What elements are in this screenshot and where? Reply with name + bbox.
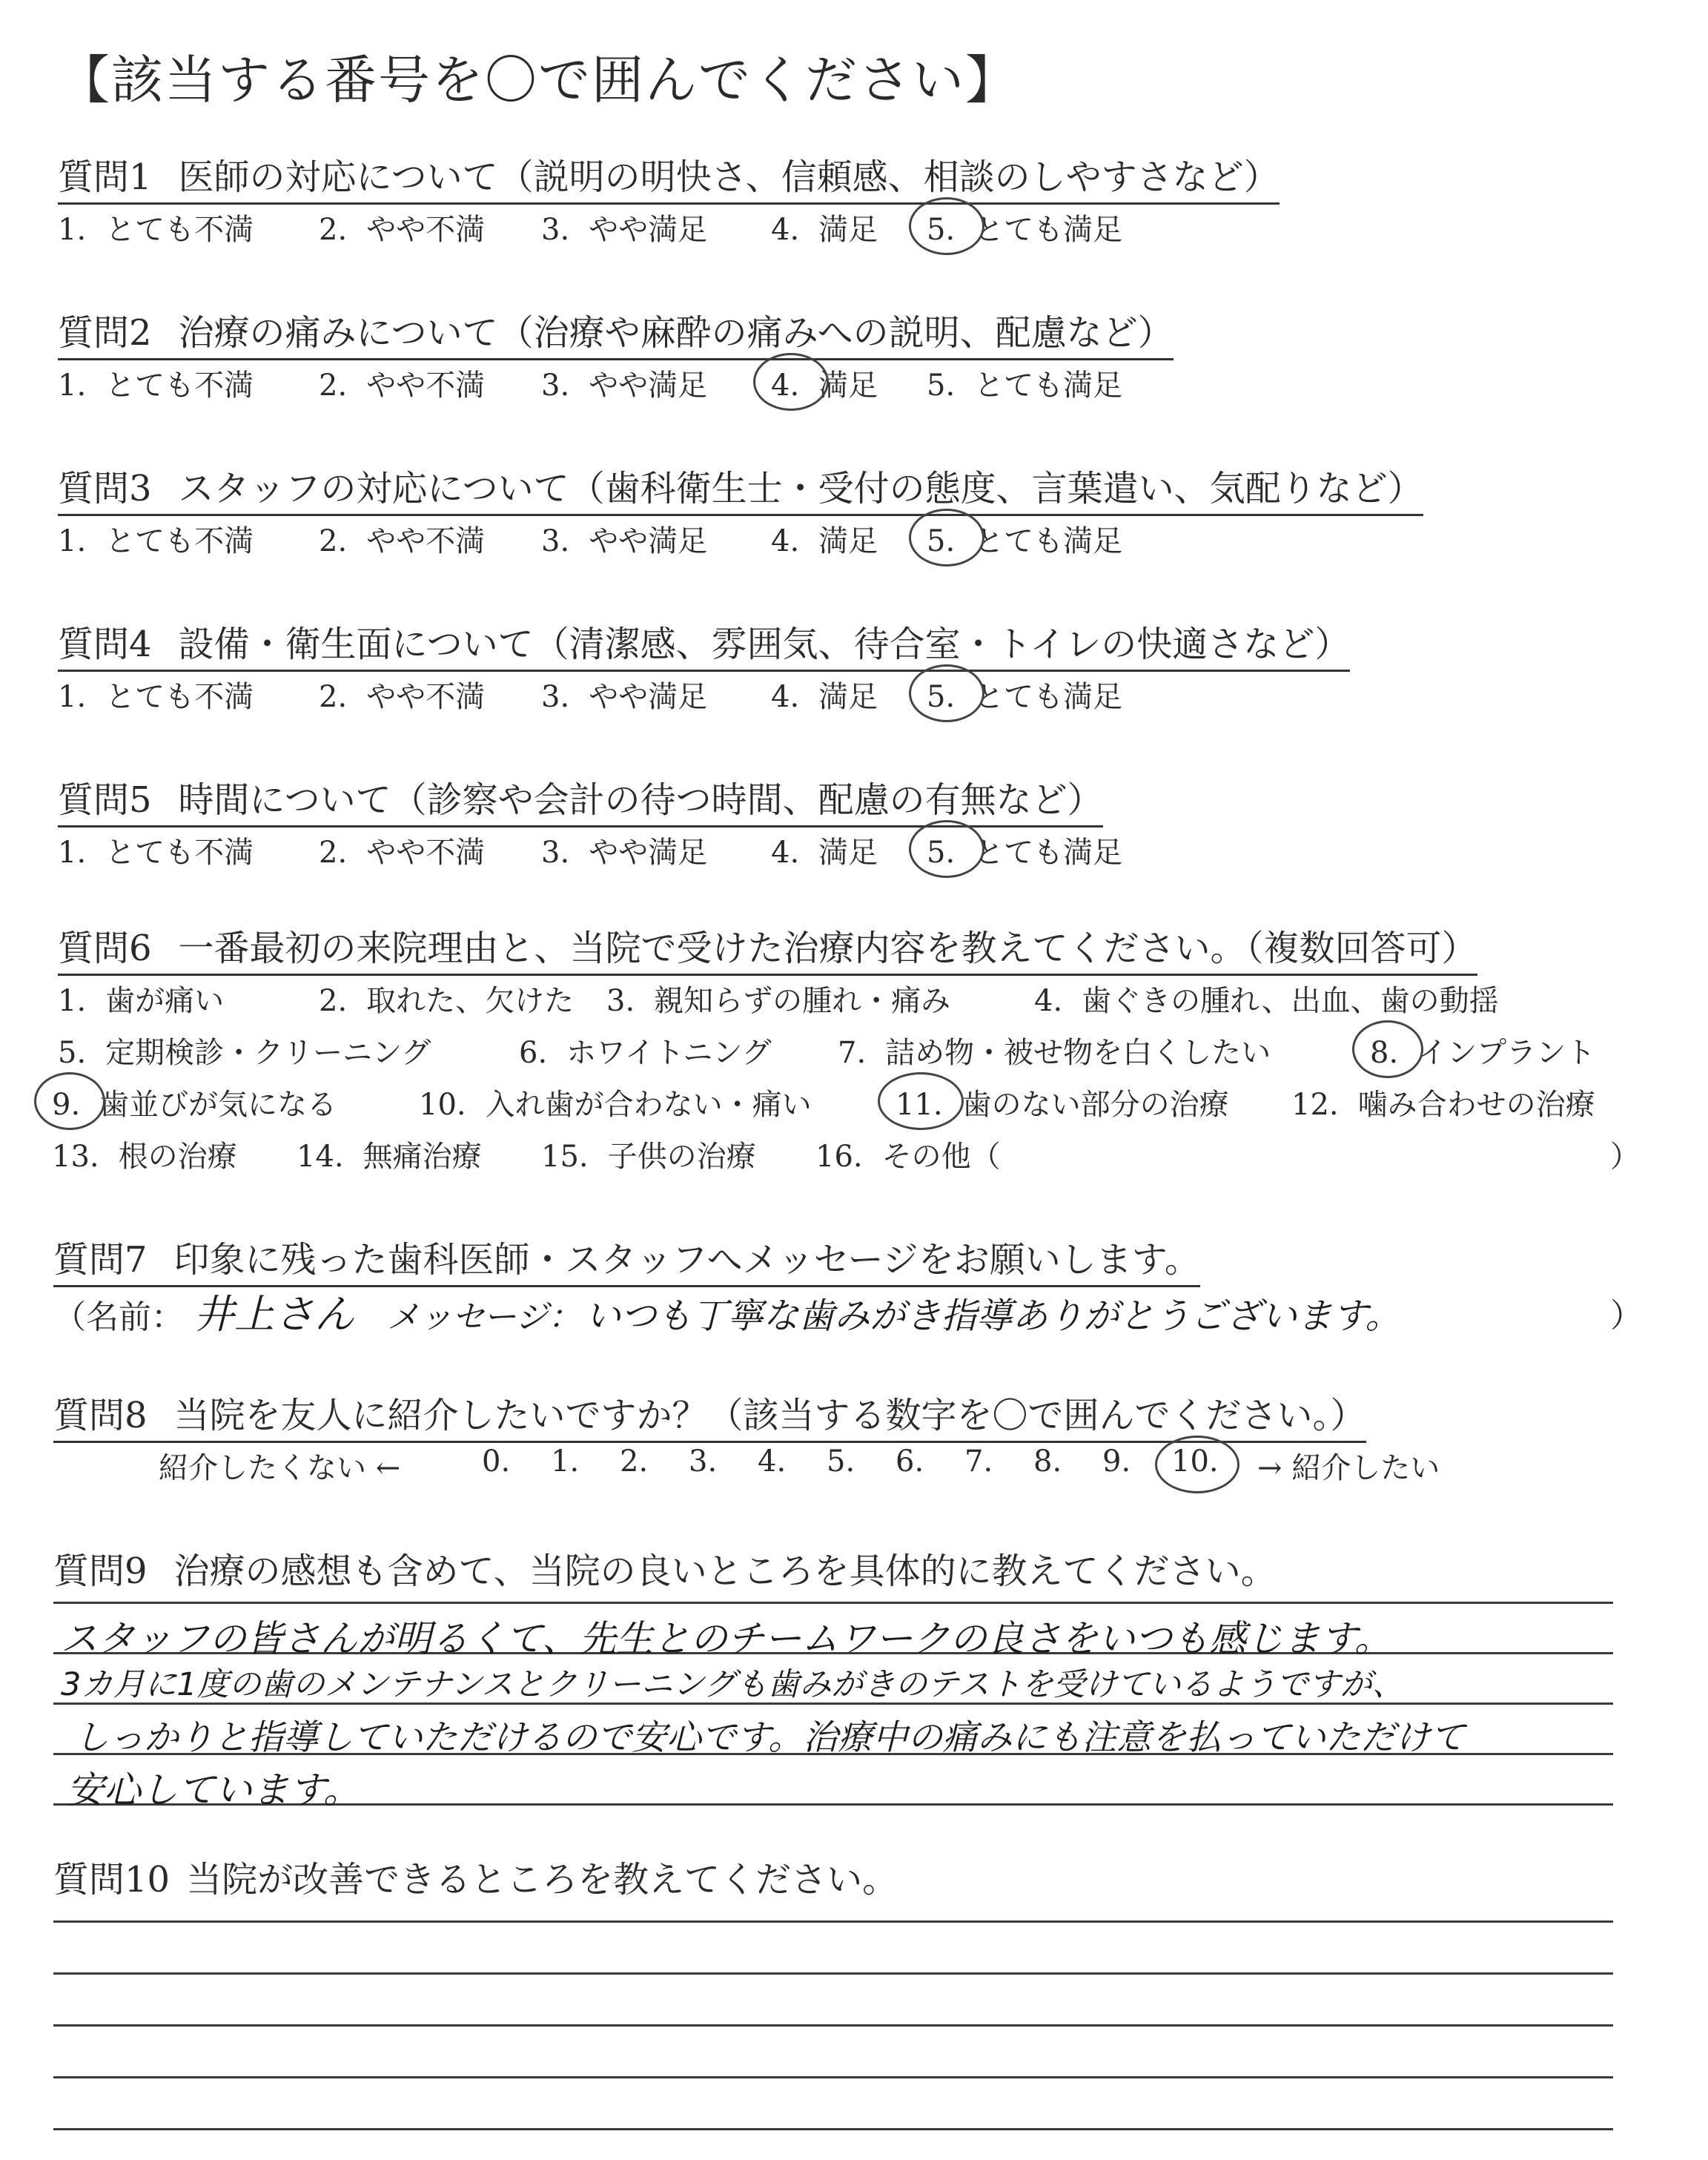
q10-rule bbox=[53, 1972, 1613, 1975]
q3-number: 質問3 bbox=[58, 468, 152, 509]
q7-message-value[interactable]: いつも丁寧な歯みがき指導ありがとうございます。 bbox=[585, 1295, 1401, 1337]
option-label: とても満足 bbox=[974, 680, 1123, 714]
option-number: 2. bbox=[319, 213, 348, 247]
option-number: 2. bbox=[319, 369, 348, 403]
q1-text: 医師の対応について（説明の明快さ、信頼感、相談のしやすさなど） bbox=[178, 156, 1280, 198]
q8-score-9[interactable]: 9. bbox=[1102, 1444, 1131, 1479]
option-number: 2. bbox=[319, 524, 348, 558]
q3-option-3[interactable] bbox=[541, 518, 707, 560]
option-number: 6. bbox=[519, 1036, 548, 1070]
q10-rule bbox=[53, 1920, 1613, 1923]
q7-name-value[interactable]: 井上さん bbox=[194, 1291, 354, 1338]
q1-option-2[interactable] bbox=[319, 206, 485, 248]
q6-option-3[interactable] bbox=[606, 977, 950, 1020]
option-number: 3. bbox=[541, 680, 570, 714]
q8-heading bbox=[53, 1387, 1366, 1443]
q5-option-3[interactable] bbox=[541, 829, 707, 871]
q5-number: 質問5 bbox=[58, 779, 152, 821]
q5-heading bbox=[58, 771, 1103, 828]
q1-option-4[interactable] bbox=[771, 206, 878, 248]
q2-number: 質問2 bbox=[58, 312, 152, 354]
q6-number: 質問6 bbox=[58, 928, 152, 969]
q4-text: 設備・衛生面について（清潔感、雰囲気、待合室・トイレの快適さなど） bbox=[178, 624, 1351, 665]
q8-score-7[interactable]: 7. bbox=[964, 1444, 993, 1479]
option-label: とても不満 bbox=[105, 524, 254, 558]
q8-score-6[interactable]: 6. bbox=[896, 1444, 924, 1479]
option-number: 4. bbox=[1034, 984, 1063, 1018]
q6-option-13[interactable] bbox=[52, 1133, 237, 1175]
q9-answer-line[interactable]: スタッフの皆さんが明るくて、先生とのチームワークの良さをいつも感じます。 bbox=[61, 1617, 1391, 1660]
q2-option-5[interactable] bbox=[927, 362, 1122, 404]
option-number: 4. bbox=[771, 836, 800, 870]
q10-number: 質問10 bbox=[53, 1859, 171, 1900]
option-number: 11. bbox=[896, 1088, 943, 1122]
q8-score-10[interactable]: 10. bbox=[1171, 1444, 1219, 1479]
option-number: 4. bbox=[771, 680, 800, 714]
q5-text: 時間について（診察や会計の待つ時間、配慮の有無など） bbox=[178, 779, 1103, 821]
q3-option-4[interactable] bbox=[771, 518, 878, 560]
q8-score-4[interactable]: 4. bbox=[758, 1444, 787, 1479]
option-label: とても満足 bbox=[974, 524, 1123, 558]
q3-option-1[interactable] bbox=[58, 518, 254, 560]
option-label: その他（ bbox=[881, 1140, 1001, 1174]
option-label: 歯のない部分の治療 bbox=[961, 1088, 1229, 1122]
q2-heading bbox=[58, 304, 1174, 360]
page-title: 【該当する番号を〇で囲んでください】 bbox=[58, 50, 1019, 110]
option-label: とても不満 bbox=[105, 680, 254, 714]
option-number: 1. bbox=[58, 984, 87, 1018]
option-label: やや不満 bbox=[366, 836, 486, 870]
q8-score-5[interactable]: 5. bbox=[827, 1444, 855, 1479]
option-label: やや満足 bbox=[589, 213, 708, 247]
q8-score-1[interactable]: 1. bbox=[551, 1444, 580, 1479]
q6-option-4[interactable] bbox=[1034, 977, 1499, 1020]
q2-option-2[interactable] bbox=[319, 362, 485, 404]
option-label: 噛み合わせの治療 bbox=[1357, 1088, 1595, 1122]
option-label: ホワイトニング bbox=[566, 1036, 772, 1070]
q6-option-9[interactable] bbox=[52, 1081, 337, 1123]
q5-option-4[interactable] bbox=[771, 829, 878, 871]
option-number: 4. bbox=[771, 369, 800, 403]
option-label: 子供の治療 bbox=[607, 1140, 756, 1174]
option-label: とても不満 bbox=[105, 213, 254, 247]
option-number: 10. bbox=[419, 1088, 466, 1122]
q5-option-5[interactable] bbox=[927, 829, 1122, 871]
option-number: 4. bbox=[771, 213, 800, 247]
q3-option-5[interactable] bbox=[927, 518, 1122, 560]
option-number: 1. bbox=[58, 524, 87, 558]
q10-rule bbox=[53, 2128, 1613, 2130]
option-label: やや満足 bbox=[589, 524, 708, 558]
q4-option-2[interactable] bbox=[319, 673, 485, 716]
option-label: とても不満 bbox=[105, 836, 254, 870]
q1-option-5[interactable] bbox=[927, 206, 1122, 248]
option-label: 満足 bbox=[818, 369, 878, 403]
q4-option-5[interactable] bbox=[927, 673, 1122, 716]
option-number: 4. bbox=[771, 524, 800, 558]
q9-answer-line[interactable]: 安心しています。 bbox=[67, 1768, 360, 1811]
q6-option-8[interactable] bbox=[1370, 1029, 1595, 1071]
q7-close: ） bbox=[1610, 1297, 1643, 1335]
option-number: 5. bbox=[927, 524, 956, 558]
q7-message-label: メッセージ： bbox=[387, 1298, 581, 1336]
option-label: 満足 bbox=[818, 213, 878, 247]
option-number: 3. bbox=[541, 836, 570, 870]
option-number: 1. bbox=[58, 836, 87, 870]
q2-option-1[interactable] bbox=[58, 362, 254, 404]
option-label: 歯ぐきの腫れ、出血、歯の動揺 bbox=[1082, 984, 1499, 1018]
option-label: 親知らずの腫れ・痛み bbox=[654, 984, 951, 1018]
q7-name-label: （名前： bbox=[53, 1298, 184, 1336]
q7-answer-line bbox=[53, 1283, 1401, 1340]
q7-number: 質問7 bbox=[53, 1239, 148, 1281]
q4-option-1[interactable] bbox=[58, 673, 254, 716]
q4-option-3[interactable] bbox=[541, 673, 707, 716]
option-label: インプラント bbox=[1417, 1036, 1596, 1070]
q2-option-4[interactable] bbox=[771, 362, 878, 404]
option-number: 1. bbox=[58, 369, 87, 403]
q2-option-3[interactable] bbox=[541, 362, 707, 404]
option-label: やや不満 bbox=[366, 369, 486, 403]
q6-option-5[interactable] bbox=[58, 1029, 431, 1071]
q6-option-6[interactable] bbox=[519, 1029, 772, 1071]
q3-option-2[interactable] bbox=[319, 518, 485, 560]
q6-option-16[interactable] bbox=[815, 1133, 1001, 1175]
option-number: 1. bbox=[58, 213, 87, 247]
option-label: 歯が痛い bbox=[105, 984, 225, 1018]
q10-rule bbox=[53, 2024, 1613, 2027]
q1-heading bbox=[58, 148, 1280, 205]
q9-text: 治療の感想も含めて、当院の良いところを具体的に教えてください。 bbox=[173, 1550, 1277, 1592]
q3-heading bbox=[58, 460, 1423, 516]
q7-heading bbox=[53, 1231, 1200, 1287]
option-label: とても満足 bbox=[974, 369, 1123, 403]
option-number: 13. bbox=[52, 1140, 99, 1174]
q9-number: 質問9 bbox=[53, 1550, 148, 1592]
option-label: 入れ歯が合わない・痛い bbox=[485, 1088, 812, 1122]
q10-text: 当院が改善できるところを教えてください。 bbox=[186, 1859, 898, 1900]
option-label: 根の治療 bbox=[118, 1140, 237, 1174]
option-label: 詰め物・被せ物を白くしたい bbox=[885, 1036, 1271, 1070]
q6-option-15[interactable] bbox=[541, 1133, 756, 1175]
q6-option-2[interactable] bbox=[319, 977, 574, 1020]
q6-option-11[interactable] bbox=[896, 1081, 1229, 1123]
q10-rule bbox=[53, 2076, 1613, 2078]
q6-option-12[interactable] bbox=[1291, 1081, 1595, 1123]
option-number: 8. bbox=[1370, 1036, 1399, 1070]
q8-text: 当院を友人に紹介したいですか？（該当する数字を〇で囲んでください。） bbox=[173, 1395, 1366, 1436]
q9-rule bbox=[53, 1602, 1613, 1604]
option-number: 3. bbox=[541, 524, 570, 558]
q5-option-1[interactable] bbox=[58, 829, 254, 871]
option-number: 3. bbox=[541, 213, 570, 247]
option-number: 3. bbox=[541, 369, 570, 403]
q2-text: 治療の痛みについて（治療や麻酔の痛みへの説明、配慮など） bbox=[178, 312, 1174, 354]
option-number: 2. bbox=[319, 836, 348, 870]
option-label: とても満足 bbox=[974, 213, 1123, 247]
option-number: 5. bbox=[927, 369, 956, 403]
q6-text: 一番最初の来院理由と、当院で受けた治療内容を教えてください。（複数回答可） bbox=[178, 928, 1477, 969]
option-label: 無痛治療 bbox=[363, 1140, 482, 1174]
q10-heading bbox=[53, 1851, 898, 1902]
option-label: 歯並びが気になる bbox=[99, 1088, 337, 1122]
option-number: 2. bbox=[319, 680, 348, 714]
q4-number: 質問4 bbox=[58, 624, 152, 665]
q6-heading bbox=[58, 919, 1477, 976]
option-label: やや不満 bbox=[366, 524, 486, 558]
q6-option-10[interactable] bbox=[419, 1081, 812, 1123]
option-label: 満足 bbox=[818, 836, 878, 870]
option-label: とても満足 bbox=[974, 836, 1123, 870]
option-number: 16. bbox=[815, 1140, 863, 1174]
q8-number: 質問8 bbox=[53, 1395, 148, 1436]
q8-score-0[interactable]: 0. bbox=[482, 1444, 511, 1479]
q6-option-1[interactable] bbox=[58, 977, 224, 1020]
option-label: やや満足 bbox=[589, 369, 708, 403]
option-number: 5. bbox=[927, 836, 956, 870]
q8-left-label: 紹介したくない ← bbox=[159, 1451, 401, 1485]
q8-score-3[interactable]: 3. bbox=[689, 1444, 718, 1479]
q8-right-label: → 紹介したい bbox=[1257, 1451, 1440, 1485]
option-number: 5. bbox=[927, 680, 956, 714]
option-label: やや満足 bbox=[589, 680, 708, 714]
q9-answer-line[interactable]: しっかりと指導していただけるので安心です。治療中の痛みにも注意を払っていただけて bbox=[74, 1717, 1466, 1758]
option-number: 7. bbox=[838, 1036, 867, 1070]
q8-score-8[interactable]: 8. bbox=[1033, 1444, 1062, 1479]
q1-number: 質問1 bbox=[58, 156, 152, 198]
q5-option-2[interactable] bbox=[319, 829, 485, 871]
option-label: 定期検診・クリーニング bbox=[105, 1036, 431, 1070]
q6-option-7[interactable] bbox=[838, 1029, 1271, 1071]
option-label: やや不満 bbox=[366, 213, 486, 247]
q1-option-1[interactable] bbox=[58, 206, 254, 248]
q4-option-4[interactable] bbox=[771, 673, 878, 716]
option-number: 5. bbox=[927, 213, 956, 247]
option-number: 9. bbox=[52, 1088, 81, 1122]
option-label: 満足 bbox=[818, 680, 878, 714]
q9-heading bbox=[53, 1542, 1277, 1593]
option-number: 1. bbox=[58, 680, 87, 714]
q1-option-3[interactable] bbox=[541, 206, 707, 248]
option-label: 満足 bbox=[818, 524, 878, 558]
option-number: 14. bbox=[297, 1140, 344, 1174]
option-label: やや不満 bbox=[366, 680, 486, 714]
q3-text: スタッフの対応について（歯科衛生士・受付の態度、言葉遣い、気配りなど） bbox=[178, 468, 1423, 509]
q6-option-14[interactable] bbox=[297, 1133, 482, 1175]
q7-text: 印象に残った歯科医師・スタッフへメッセージをお願いします。 bbox=[173, 1239, 1200, 1281]
option-number: 2. bbox=[319, 984, 348, 1018]
option-number: 15. bbox=[541, 1140, 589, 1174]
option-number: 5. bbox=[58, 1036, 87, 1070]
q9-answer-line[interactable]: 3カ月に1度の歯のメンテナンスとクリーニングも歯みがきのテストを受けているようですが、 bbox=[61, 1666, 1404, 1703]
q6-other-close: ） bbox=[1610, 1140, 1640, 1174]
q8-score-2[interactable]: 2. bbox=[620, 1444, 649, 1479]
option-label: 取れた、欠けた bbox=[366, 984, 575, 1018]
option-label: やや満足 bbox=[589, 836, 708, 870]
option-number: 3. bbox=[606, 984, 635, 1018]
q4-heading bbox=[58, 615, 1350, 672]
option-label: とても不満 bbox=[105, 369, 254, 403]
option-number: 12. bbox=[1291, 1088, 1339, 1122]
